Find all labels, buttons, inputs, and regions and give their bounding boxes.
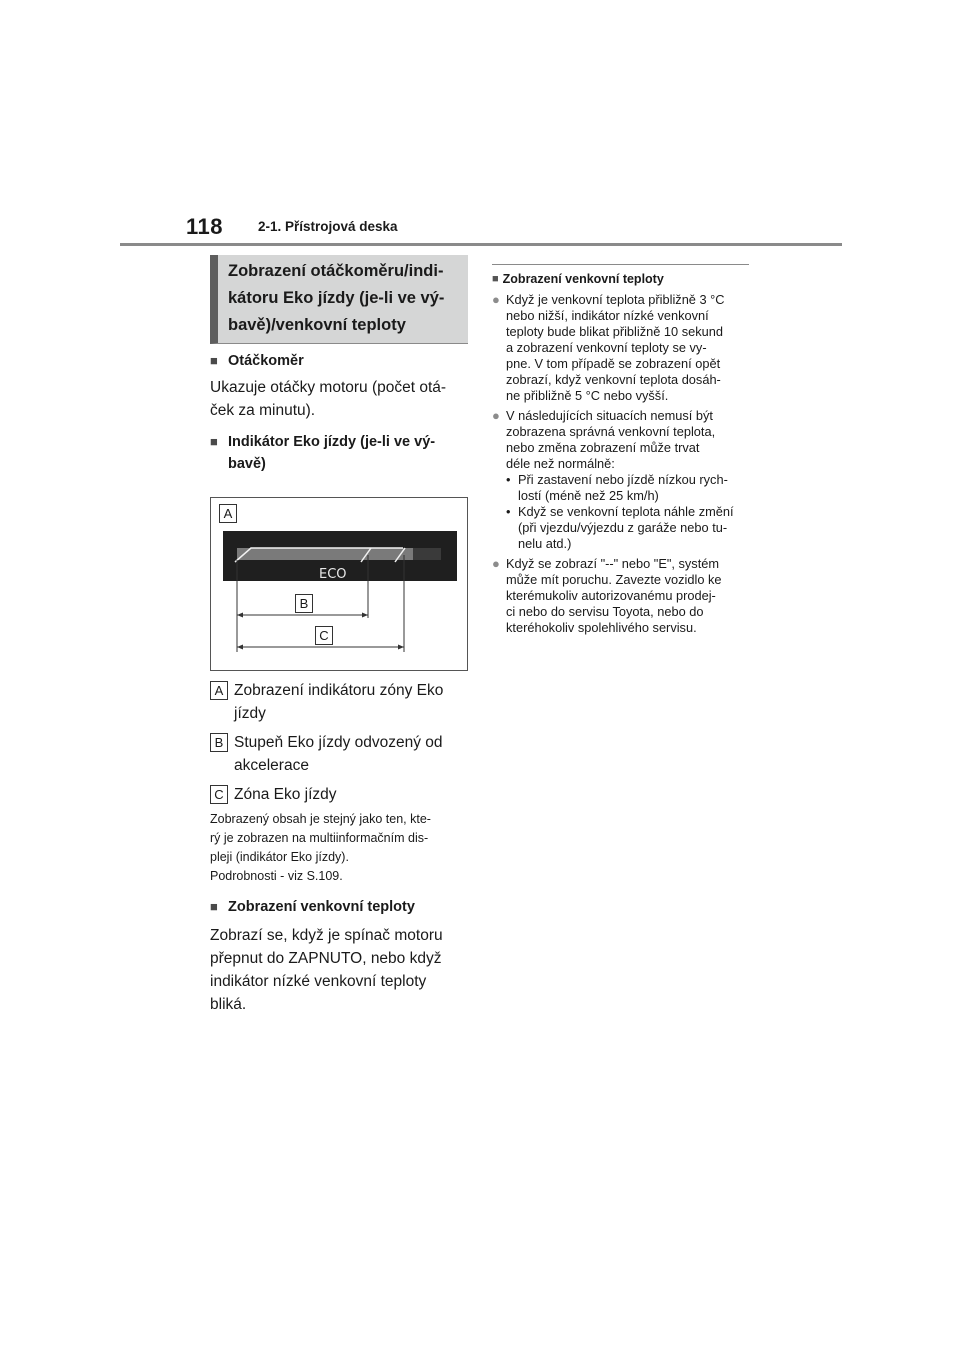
- info-subitem: • Když se venkovní teplota náhle změní (při vjezdu/výjezdu z garáže nebo tu- nelu atd.): [506, 504, 734, 551]
- arrow-icon: [398, 645, 404, 650]
- eco-indicator-heading: ■ Indikátor Eko jízdy (je-li ve vý- bavě): [210, 431, 468, 475]
- section-title: 2-1. Přístrojová deska: [258, 219, 398, 234]
- eco-diagram: [211, 498, 467, 670]
- square-bullet-icon: ■: [210, 353, 218, 368]
- eco-bar-filled: [237, 548, 413, 560]
- title-line: Zobrazení otáčkoměru/indi-: [228, 262, 444, 280]
- round-bullet-icon: [492, 408, 506, 472]
- title-line: kátoru Eko jízdy (je-li ve vý-: [228, 289, 445, 307]
- left-column: [210, 255, 468, 1016]
- eco-display-text: ECO: [319, 567, 347, 582]
- note-text: Zobrazený obsah je stejný jako ten, kte- rý je zobrazen na multiinformačním dis- pleji (indikátor Eko jízdy). Podrobnosti - viz S.109.: [210, 812, 431, 883]
- tachometer-heading: ■ Otáčkoměr: [210, 350, 468, 372]
- info-bullet: ● V následujících situacích nemusí být zobrazena správná venkovní teplota, nebo změna zobrazení může trvat déle než normálně:: [492, 408, 749, 472]
- tachometer-text: Ukazuje otáčky motoru (počet otá- ček za minutu).: [210, 379, 447, 419]
- legend-item-c: C Zóna Eko jízdy: [210, 783, 468, 806]
- round-bullet-icon: [492, 292, 506, 404]
- page-number: 118: [186, 214, 223, 239]
- eco-indicator-figure: [210, 497, 468, 671]
- square-bullet-icon: ■: [210, 899, 218, 914]
- title-line: bavě)/venkovní teploty: [228, 316, 406, 334]
- figure-label-a: A: [219, 504, 237, 523]
- right-column-rule: [492, 264, 749, 265]
- arrow-icon: [237, 613, 243, 618]
- figure-label-b: B: [295, 594, 313, 613]
- round-bullet-icon: [492, 556, 506, 636]
- arrow-icon: [237, 645, 243, 650]
- outside-temp-heading: ■ Zobrazení venkovní teploty: [210, 896, 468, 918]
- info-bullet: ● Když se zobrazí "--" nebo "E", systém může mít poruchu. Zavezte vozidlo ke kterémukoliv autorizovanému prodej- ci nebo do servisu Toyota, nebo do kteréhokoliv spolehlivého servisu.: [492, 556, 749, 636]
- info-bullet: ● Když je venkovní teplota přibližně 3 °C nebo nižší, indikátor nízké venkovní teploty bude blikat přibližně 10 sekund a zobrazení venkovní teploty se vy- pne. V tom případě se zobrazení opět zobrazí, když venkovní teplota dosáh- ne přibližně 5 °C nebo vyšší.: [492, 292, 749, 404]
- arrow-icon: [362, 613, 368, 618]
- right-column: [492, 264, 749, 636]
- outside-temp-text: Zobrazí se, když je spínač motoru přepnut do ZAPNUTO, nebo když indikátor nízké venkovní teploty bliká.: [210, 927, 443, 1013]
- figure-label-c: C: [315, 626, 333, 645]
- square-bullet-icon: ■: [210, 434, 218, 449]
- eco-bar-empty: [413, 548, 441, 560]
- outside-temp-info-heading: ■ Zobrazení venkovní teploty: [492, 272, 664, 286]
- square-bullet-icon: ■: [492, 273, 499, 285]
- header-rule: [120, 243, 842, 246]
- legend-item-a: A Zobrazení indikátoru zóny Eko jízdy: [210, 679, 468, 725]
- section-heading-box: [210, 255, 468, 344]
- info-subitem: • Při zastavení nebo jízdě nízkou rych- lostí (méně než 25 km/h): [506, 472, 728, 503]
- legend-item-b: B Stupeň Eko jízdy odvozený od akcelerace: [210, 731, 468, 777]
